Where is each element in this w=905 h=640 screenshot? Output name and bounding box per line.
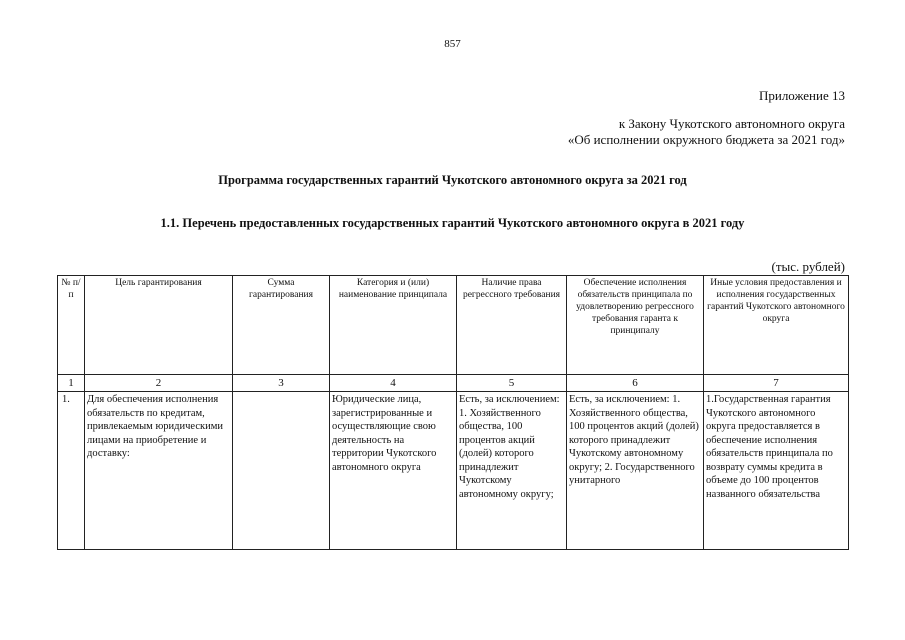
principal-cell: Юридические лица, зарегистрированные и осуществляющие свою деятельность на территории Чукотского автономного округа bbox=[330, 392, 457, 550]
document-title: Программа государственных гарантий Чукотского автономного округа за 2021 год bbox=[218, 173, 687, 187]
law-reference bbox=[568, 116, 845, 148]
column-number-cell: 2 bbox=[85, 375, 233, 392]
law-reference-line-2: «Об исполнении окружного бюджета за 2021 год» bbox=[567, 132, 845, 147]
header-cell: Обеспечение исполнения обязательств принципала по удовлетворению регрессного требования гаранта к принципалу bbox=[567, 276, 704, 375]
law-reference-line-1: к Закону Чукотского автономного округа bbox=[618, 116, 845, 131]
column-number-cell: 1 bbox=[58, 375, 85, 392]
header-cell: Цель гарантирования bbox=[85, 276, 233, 375]
other-conditions-cell: 1.Государственная гарантия Чукотского автономного округа предоставляется в обеспечение исполнения обязательств принципала по возврату суммы кредита в объеме до 100 процентов названного обязательства bbox=[704, 392, 849, 550]
column-number-cell: 5 bbox=[457, 375, 567, 392]
regress-cell: Есть, за исключением: 1. Хозяйственного общества, 100 процентов акций (долей) которого принадлежит Чукотскому автономному округу; bbox=[457, 392, 567, 550]
page-number: 857 bbox=[444, 38, 461, 50]
row-number-cell: 1. bbox=[58, 392, 85, 550]
section-subtitle: 1.1. Перечень предоставленных государственных гарантий Чукотского автономного округа в 2021 году bbox=[160, 216, 745, 230]
column-number-cell: 3 bbox=[233, 375, 330, 392]
purpose-cell: Для обеспечения исполнения обязательств по кредитам, привлекаемым юридическими лицами на приобретение и доставку: bbox=[85, 392, 233, 550]
guarantees-table bbox=[57, 275, 849, 550]
column-number-cell: 7 bbox=[704, 375, 849, 392]
annex-label: Приложение 13 bbox=[758, 88, 845, 103]
table-row bbox=[58, 392, 849, 550]
table-header-row bbox=[58, 276, 849, 375]
header-cell: Категория и (или) наименование принципала bbox=[330, 276, 457, 375]
units-label: (тыс. рублей) bbox=[771, 259, 845, 274]
column-number-row bbox=[58, 375, 849, 392]
amount-cell bbox=[233, 392, 330, 550]
header-cell: № п/п bbox=[58, 276, 85, 375]
security-cell: Есть, за исключением: 1. Хозяйственного общества, 100 процентов акций (долей) которого принадлежит Чукотскому автономному округу; 2. Государственного унитарного bbox=[567, 392, 704, 550]
column-number-cell: 6 bbox=[567, 375, 704, 392]
header-cell: Иные условия предоставления и исполнения государственных гарантий Чукотского автономного округа bbox=[704, 276, 849, 375]
column-number-cell: 4 bbox=[330, 375, 457, 392]
header-cell: Сумма гарантирования bbox=[233, 276, 330, 375]
header-cell: Наличие права регрессного требования bbox=[457, 276, 567, 375]
